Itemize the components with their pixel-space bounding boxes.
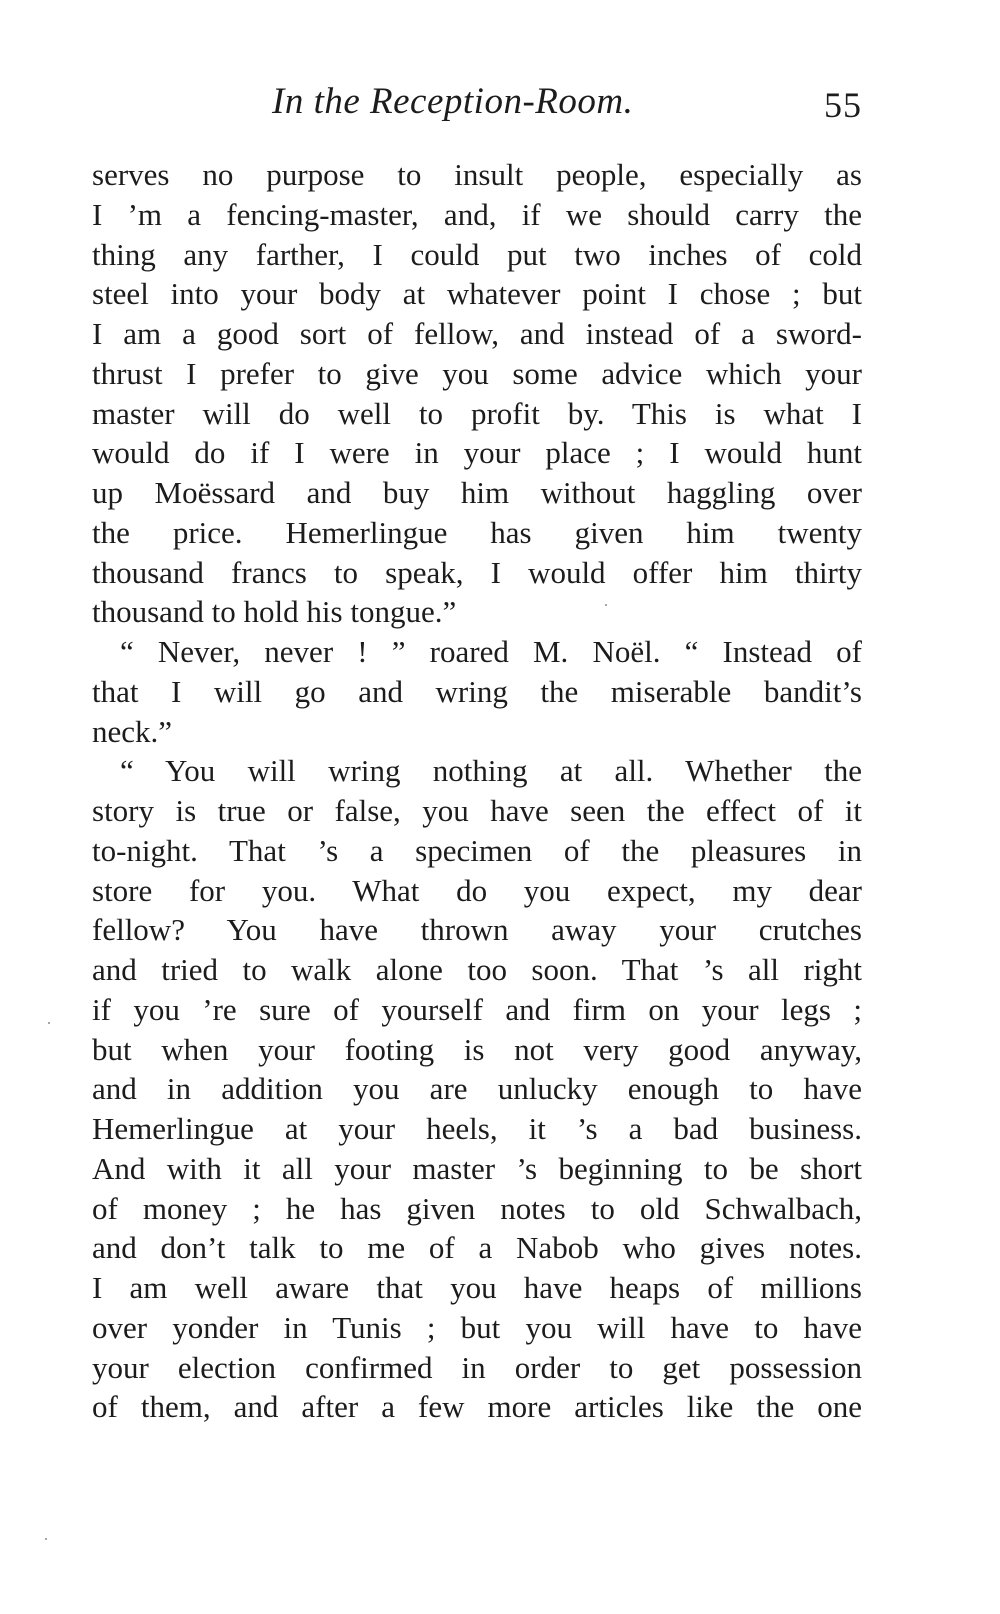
running-title: In the Reception-Room. xyxy=(272,81,634,122)
text-line: “ Never, never ! ” roared M. Noël. “ Instead of xyxy=(120,634,862,669)
scan-speck xyxy=(605,604,607,606)
text-line: the price. Hemerlingue has given him twenty xyxy=(92,514,862,550)
text-line: of them, and after a few more articles like the one xyxy=(92,1389,862,1425)
text-line: and in addition you are unlucky enough to have xyxy=(92,1071,862,1107)
text-line: thousand to hold his tongue.” xyxy=(92,594,457,630)
text-line: and tried to walk alone too soon. That ’s all right xyxy=(92,952,862,987)
text-line: and don’t talk to me of a Nabob who gives notes. xyxy=(92,1230,862,1266)
text-line: over yonder in Tunis ; but you will have to have xyxy=(92,1309,862,1345)
text-line: I am well aware that you have heaps of millions xyxy=(92,1270,862,1305)
body-text xyxy=(92,155,862,1427)
text-line: of money ; he has given notes to old Schwalbach, xyxy=(92,1190,862,1226)
text-line: thrust I prefer to give you some advice which your xyxy=(92,355,862,391)
page-number: 55 xyxy=(824,85,862,125)
text-line: that I will go and wring the miserable bandit’s xyxy=(92,673,862,709)
text-line: fellow? You have thrown away your crutches xyxy=(92,912,862,948)
text-line: your election confirmed in order to get possession xyxy=(92,1349,862,1385)
running-head xyxy=(92,80,862,130)
text-line: serves no purpose to insult people, especially as xyxy=(92,157,862,192)
text-line: I ’m a fencing-master, and, if we should carry the xyxy=(92,196,862,232)
text-line: steel into your body at whatever point I chose ; but xyxy=(92,276,862,312)
scan-speck xyxy=(48,1022,50,1024)
text-line: And with it all your master ’s beginning to be short xyxy=(92,1150,862,1186)
text-line: neck.” xyxy=(92,713,173,749)
text-line: I am a good sort of fellow, and instead of a sword- xyxy=(92,316,862,351)
text-line: “ You will wring nothing at all. Whether the xyxy=(120,753,862,789)
text-line: thing any farther, I could put two inches of cold xyxy=(92,236,862,272)
text-line: thousand francs to speak, I would offer him thirty xyxy=(92,554,862,590)
text-line: up Moëssard and buy him without haggling over xyxy=(92,475,862,510)
text-line: master will do well to profit by. This is what I xyxy=(92,395,862,431)
scan-speck xyxy=(45,1538,47,1540)
text-line: store for you. What do you expect, my dear xyxy=(92,872,862,908)
text-line: but when your footing is not very good anyway, xyxy=(92,1031,862,1067)
text-line: if you ’re sure of yourself and firm on your legs ; xyxy=(92,991,862,1027)
text-line: would do if I were in your place ; I would hunt xyxy=(92,435,862,471)
text-line: Hemerlingue at your heels, it ’s a bad business. xyxy=(92,1111,862,1146)
text-line: to-night. That ’s a specimen of the pleasures in xyxy=(92,832,862,868)
text-line: story is true or false, you have seen the effect of it xyxy=(92,793,862,828)
